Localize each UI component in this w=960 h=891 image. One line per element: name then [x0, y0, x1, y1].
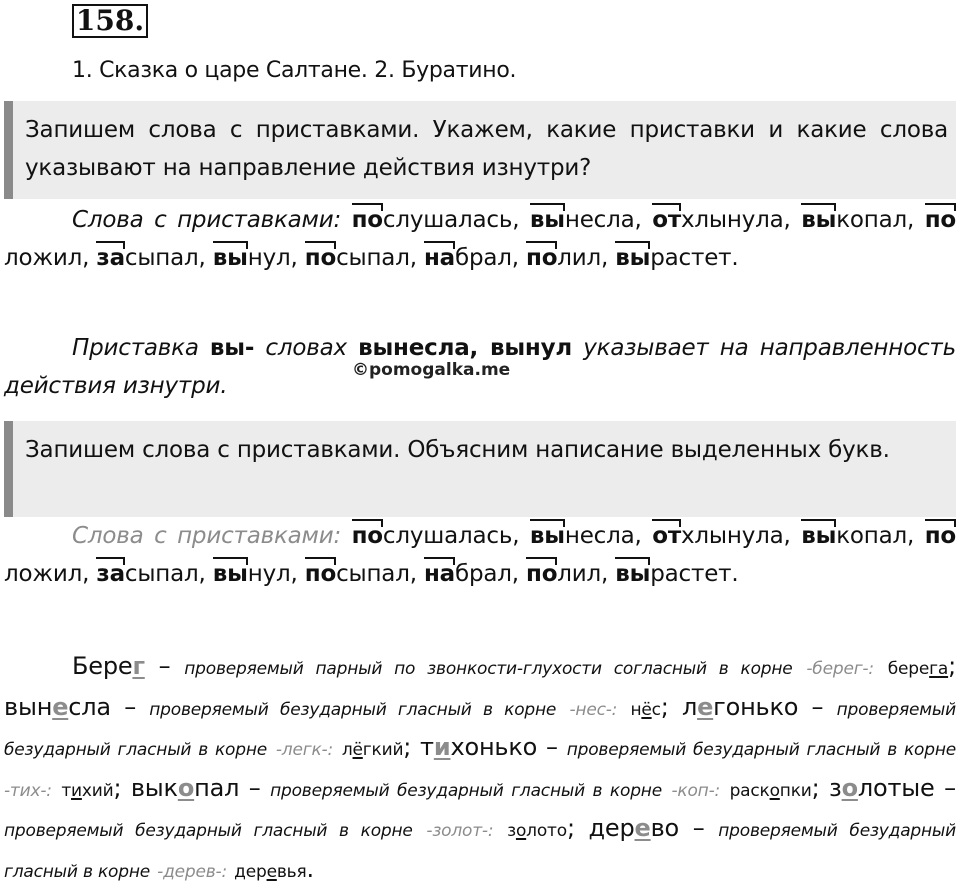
words-intro-grey: Слова с приставками: [72, 523, 342, 549]
direction-prefix: вы- [209, 335, 255, 361]
answer-titles: 1. Сказка о царе Салтане. 2. Буратино. [72, 58, 517, 83]
dash: – [158, 652, 171, 680]
root-label: -тих-: [4, 780, 52, 801]
check-letter: о [769, 780, 780, 801]
check-letter: ё [352, 740, 363, 760]
word-root: сыпал [336, 561, 410, 587]
prefixed-word [526, 245, 601, 271]
highlighted-letter: е [697, 692, 714, 721]
explained-word: выкопал [130, 773, 240, 802]
word-prefix: от [652, 517, 681, 555]
word-prefix: по [925, 201, 956, 239]
word-root: ложил [4, 245, 83, 271]
root-label: -легк-: [275, 740, 333, 760]
highlighted-letter: г [132, 652, 145, 680]
prefixed-word [801, 207, 907, 233]
dash: – [546, 733, 558, 761]
prefixed-word [305, 245, 410, 271]
word-prefix: вы [530, 517, 565, 555]
word-root: нул [247, 561, 291, 587]
prefixed-word [652, 523, 783, 549]
word-root: ложил [4, 561, 83, 587]
explained-word: легонько [681, 692, 799, 721]
task-box-2 [4, 421, 956, 517]
word-root: слушалась [382, 207, 513, 233]
check-word: тихий [61, 780, 114, 801]
task-1-text: Запишем слова с приставками. Укажем, какие приставки и какие слова указывают на направление действия изнутри? [25, 117, 948, 181]
word-root: копал [836, 207, 907, 233]
root-label: -дерев-: [157, 861, 228, 882]
prefixed-word [305, 561, 410, 587]
dash: – [124, 692, 136, 721]
prefixed-word [530, 207, 635, 233]
word-root: растет [650, 561, 732, 587]
prefixed-word [530, 523, 635, 549]
exercise-number: 158. [72, 4, 148, 38]
word-root: копал [836, 523, 907, 549]
check-word: деревья [234, 861, 307, 882]
check-word: нёс [630, 699, 661, 720]
explained-word: золотые [829, 773, 935, 802]
word-root: брал [454, 561, 512, 587]
word-prefix: по [526, 239, 557, 277]
explained-word: вынесла [4, 692, 111, 721]
prefixed-word [96, 245, 198, 271]
word-prefix: вы [801, 201, 836, 239]
word-prefix: вы [213, 555, 248, 593]
word-prefix: вы [530, 201, 565, 239]
word-root: несла [564, 207, 635, 233]
word-prefix: по [305, 239, 336, 277]
words-intro: Слова с приставками: [72, 207, 342, 233]
explained-word: дерево [588, 814, 680, 842]
check-word: раскопки [729, 780, 812, 801]
prefix-words-paragraph-1 [4, 201, 956, 277]
word-prefix: вы [615, 555, 650, 593]
explanations-paragraph [4, 648, 956, 891]
check-word: берега [887, 659, 949, 679]
prefixed-word [96, 561, 198, 587]
word-root: лил [557, 245, 602, 271]
check-word: золото [507, 821, 567, 841]
word-root: нул [247, 245, 291, 271]
prefix-words-paragraph-2 [4, 517, 956, 593]
prefixed-word [213, 245, 291, 271]
highlighted-letter: и [433, 733, 451, 761]
root-label: -коп-: [671, 780, 721, 801]
rule-note: проверяемый безударный гласный в корне [4, 821, 413, 841]
word-root: хлынула [680, 207, 784, 233]
prefixed-word [352, 523, 513, 549]
prefixed-word [424, 245, 512, 271]
watermark: ©pomogalka.me [352, 360, 511, 380]
task-2-text: Запишем слова с приставками. Объясним написание выделенных букв. [25, 437, 890, 463]
word-prefix: по [925, 517, 956, 555]
explained-word: Берег [72, 652, 145, 680]
word-prefix: по [305, 555, 336, 593]
rule-note: проверяемый безударный гласный в корне [270, 780, 662, 801]
rule-note: проверяемый безударный гласный в корне [566, 740, 956, 760]
rule-note: проверяемый безударный гласный в корне [4, 821, 956, 882]
dash: – [944, 773, 956, 802]
check-word: лёгкий [341, 740, 404, 760]
direction-text-3: указывает на направленность действия изнутри. [4, 335, 956, 399]
check-letter: е [266, 861, 277, 882]
word-root: слушалась [382, 523, 513, 549]
word-prefix: на [424, 239, 455, 277]
word-prefix: за [96, 555, 125, 593]
word-prefix: за [96, 239, 125, 277]
word-prefix: вы [801, 517, 836, 555]
separator: ; [403, 733, 412, 761]
prefixed-word [652, 207, 783, 233]
word-list: послушалась, вынесла, отхлынула, выкопал, положил, засыпал, вынул, посыпал, набрал, полил, вырастет. [4, 207, 956, 271]
dash: – [811, 692, 824, 721]
word-root: несла [564, 523, 635, 549]
word-prefix: по [352, 201, 383, 239]
word-prefix: по [352, 517, 383, 555]
task-box-1 [4, 101, 956, 199]
rule-note: проверяемый безударный гласный в корне [4, 699, 956, 760]
separator: ; [811, 773, 820, 802]
separator: ; [660, 692, 669, 721]
direction-text-2: словах [265, 335, 347, 361]
prefixed-word [615, 245, 731, 271]
check-letter: о [515, 821, 527, 841]
prefixed-word [213, 561, 291, 587]
rule-note: проверяемый безударный гласный в корне [149, 699, 557, 720]
dash: – [692, 814, 705, 842]
prefixed-word [352, 207, 513, 233]
root-label: -нес-: [569, 699, 618, 720]
highlighted-letter: е [634, 814, 651, 842]
word-prefix: по [526, 555, 557, 593]
word-root: сыпал [124, 561, 199, 587]
direction-words: вынесла, вынул [358, 335, 573, 361]
direction-text-1: Приставка [72, 335, 199, 361]
word-prefix: вы [615, 239, 650, 277]
root-label: -берег-: [806, 659, 874, 679]
word-root: лил [557, 561, 602, 587]
check-letter: ё [641, 699, 652, 720]
word-root: растет [650, 245, 732, 271]
rule-note: проверяемый парный по звонкости-глухости согласный в корне [184, 659, 793, 679]
word-prefix: на [424, 555, 455, 593]
word-root: хлынула [680, 523, 784, 549]
word-root: сыпал [124, 245, 199, 271]
word-list: послушалась, вынесла, отхлынула, выкопал, положил, засыпал, вынул, посыпал, набрал, полил, вырастет. [4, 523, 956, 587]
check-letter: и [71, 780, 82, 801]
separator: . [306, 854, 314, 883]
separator: ; [948, 652, 956, 680]
check-letter: га [929, 659, 949, 679]
word-prefix: вы [213, 239, 248, 277]
prefixed-word [615, 561, 731, 587]
prefixed-word [801, 523, 907, 549]
word-root: сыпал [336, 245, 410, 271]
highlighted-letter: о [841, 773, 858, 802]
word-root: брал [454, 245, 512, 271]
word-prefix: от [652, 201, 681, 239]
dash: – [248, 773, 261, 802]
separator: ; [113, 773, 122, 802]
prefixed-word [526, 561, 601, 587]
root-label: -золот-: [426, 821, 494, 841]
highlighted-letter: о [177, 773, 195, 802]
explained-word: тихонько [420, 733, 538, 761]
separator: ; [566, 814, 575, 842]
highlighted-letter: е [52, 692, 69, 721]
prefixed-word [424, 561, 512, 587]
